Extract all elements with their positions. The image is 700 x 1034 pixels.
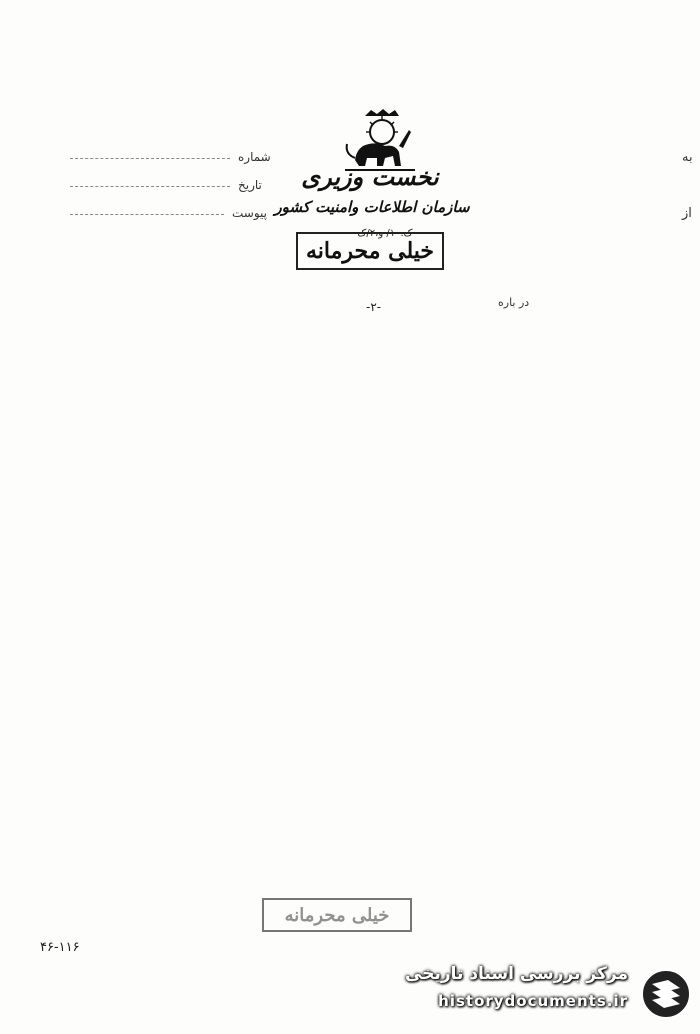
office-subtitle: سازمان اطلاعات وامنیت کشور — [274, 198, 470, 216]
classification-stamp: خیلی محرمانه — [296, 232, 444, 270]
date-field-line — [70, 186, 230, 187]
reference-code: ک.۱۰/ و،۲/ک — [357, 228, 413, 239]
date-label: تاریخ — [238, 178, 262, 192]
margin-to-label: به — [682, 150, 693, 165]
page-number: -۲- — [366, 300, 382, 314]
attachment-label: پیوست — [232, 206, 267, 220]
footer-title: مرکز بررسی اسناد تاریخی — [405, 964, 628, 984]
regarding-label: در باره — [498, 296, 530, 309]
document-number: ۴۶-۱۱۶ — [40, 940, 80, 955]
office-title: نخست وزیری — [301, 162, 439, 191]
attachment-field-line — [70, 214, 224, 215]
footer-url: historydocuments.ir — [438, 992, 628, 1010]
number-label: شماره — [238, 150, 271, 164]
bottom-classification-stamp: خیلی محرمانه — [262, 898, 412, 932]
margin-from-label: از — [682, 206, 692, 221]
footer-watermark — [404, 964, 694, 1026]
archive-logo-icon — [638, 968, 694, 1020]
number-field-line — [70, 158, 230, 159]
